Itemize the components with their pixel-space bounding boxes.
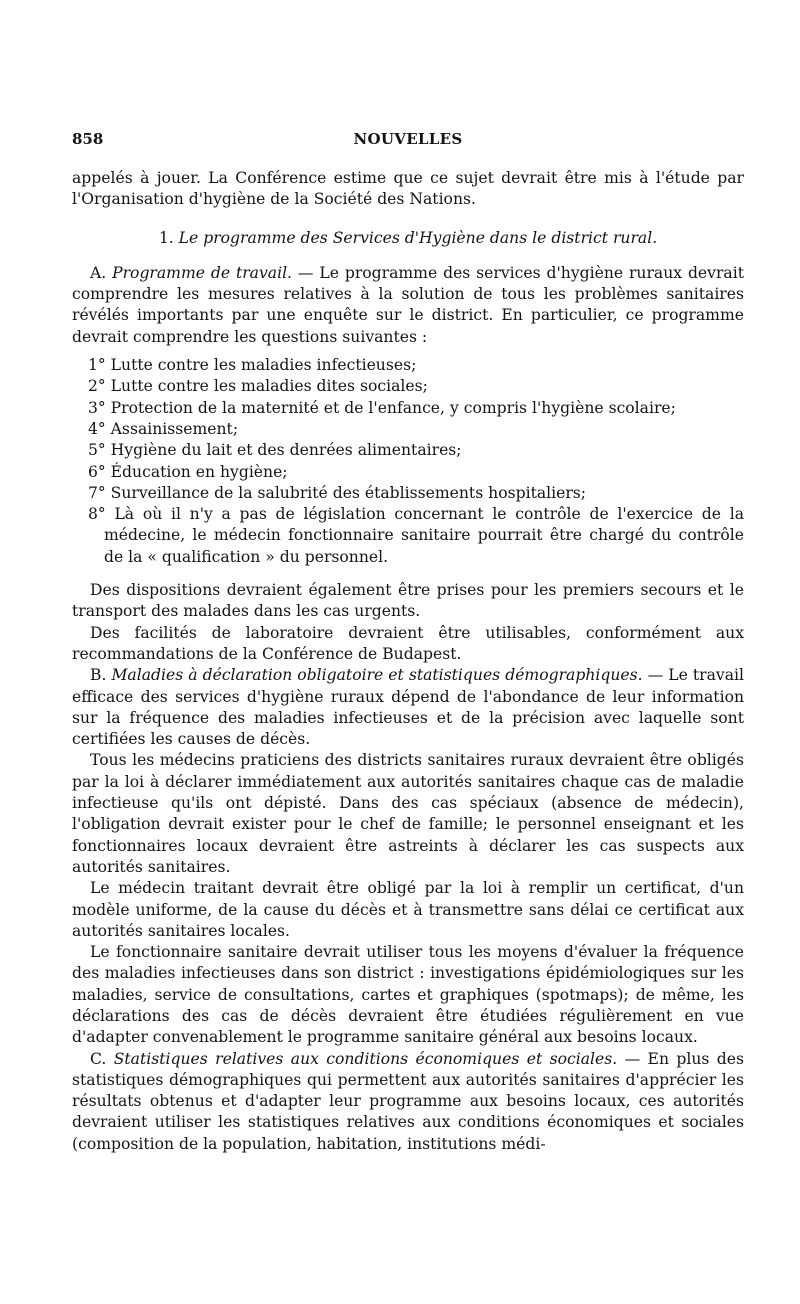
list-item: 1° Lutte contre les maladies infectieuses; — [88, 356, 417, 375]
declaration-paragraph: Tous les médecins praticiens des districts sanitaires ruraux devraient être obligés par la loi à déclarer immédiatement aux autorités sanitaires chaque cas de maladie infectieuse qu'ils ont dépisté. Dans des cas spéciaux (absence de médecin), l'obligation devrait exister pour le chef de famille; le personnel enseignant et les fonctionnaires locaux devraient être astreints à déclarer les cas suspects aux autorités sanitaires. — [72, 751, 744, 876]
paragraph-c — [72, 1049, 744, 1155]
intro-paragraph: appelés à jouer. La Conférence estime que ce sujet devrait être mis à l'étude par l'Organisation d'hygiène de la Société des Nations. — [72, 169, 744, 209]
program-list — [72, 355, 744, 568]
b-label: B. — [90, 666, 107, 685]
section-number: 1. — [158, 228, 174, 247]
page-number: 858 — [72, 130, 104, 148]
paragraph-b — [72, 665, 744, 750]
a-title: Programme de travail. — [112, 263, 293, 282]
a-text: — Le programme des services d'hygiène ruraux devrait comprendre les mesures relatives à la solution de tous les problèmes sanitaires révélés importants par une enquête sur le district. En particulier, ce programme devrait comprendre les questions suivantes : — [72, 263, 744, 346]
list-item: 2° Lutte contre les maladies dites sociales; — [88, 377, 428, 396]
certificate-paragraph: Le médecin traitant devrait être obligé par la loi à remplir un certificat, d'un modèle uniforme, de la cause du décès et à transmettre sans délai ce certificat aux autorités sanitaires locales. — [72, 879, 744, 940]
running-title: NOUVELLES — [353, 130, 463, 148]
list-item: 8° Là où il n'y a pas de législation concernant le contrôle de l'exercice de la médecine, le médecin fonctionnaire sanitaire pourrait être chargé du contrôle de la « qualification » du personnel. — [88, 505, 744, 566]
c-text: — En plus des statistiques démographiques qui permettent aux autorités sanitaires d'apprécier les résultats obtenus et d'adapter leur programme aux besoins locaux, ces autorités devraient utiliser les statistiques relatives aux conditions économiques et sociales (composition de la population, habitation, institutions médi- — [72, 1049, 744, 1153]
list-item: 4° Assainissement; — [88, 419, 239, 438]
list-item: 7° Surveillance de la salubrité des établissements hospitaliers; — [88, 483, 587, 502]
section-heading — [72, 228, 744, 249]
c-title: Statistiques relatives aux conditions économiques et sociales. — [113, 1049, 618, 1068]
a-label: A. — [90, 263, 107, 282]
section-title: Le programme des Services d'Hygiène dans le district rural. — [178, 228, 658, 247]
b-title: Maladies à déclaration obligatoire et statistiques démographiques. — [111, 666, 643, 685]
list-item: 3° Protection de la maternité et de l'enfance, y compris l'hygiène scolaire; — [88, 398, 676, 417]
list-item: 6° Éducation en hygiène; — [88, 462, 288, 481]
c-label: C. — [90, 1049, 107, 1068]
running-header — [72, 130, 744, 152]
body-text — [72, 168, 744, 1155]
paragraph-a — [72, 263, 744, 348]
dispositions-paragraph: Des dispositions devraient également être prises pour les premiers secours et le transport des malades dans les cas urgents. — [72, 581, 744, 621]
officer-paragraph: Le fonctionnaire sanitaire devrait utiliser tous les moyens d'évaluer la fréquence des maladies infectieuses dans son district : investigations épidémiologiques sur les maladies, service de consultations, cartes et graphiques (spotmaps); de même, les déclarations des cas de décès devraient être étudiées régulièrement en vue d'adapter convenablement le programme sanitaire général aux besoins locaux. — [72, 943, 744, 1047]
b-text: — Le travail efficace des services d'hygiène ruraux dépend de l'abondance de leur information sur la fréquence des maladies infectieuses et de la précision avec laquelle sont certifiées les causes de décès. — [72, 666, 744, 749]
list-item: 5° Hygiène du lait et des denrées alimentaires; — [88, 441, 462, 460]
facilites-paragraph: Des facilités de laboratoire devraient être utilisables, conformément aux recommandations de la Conférence de Budapest. — [72, 623, 744, 663]
